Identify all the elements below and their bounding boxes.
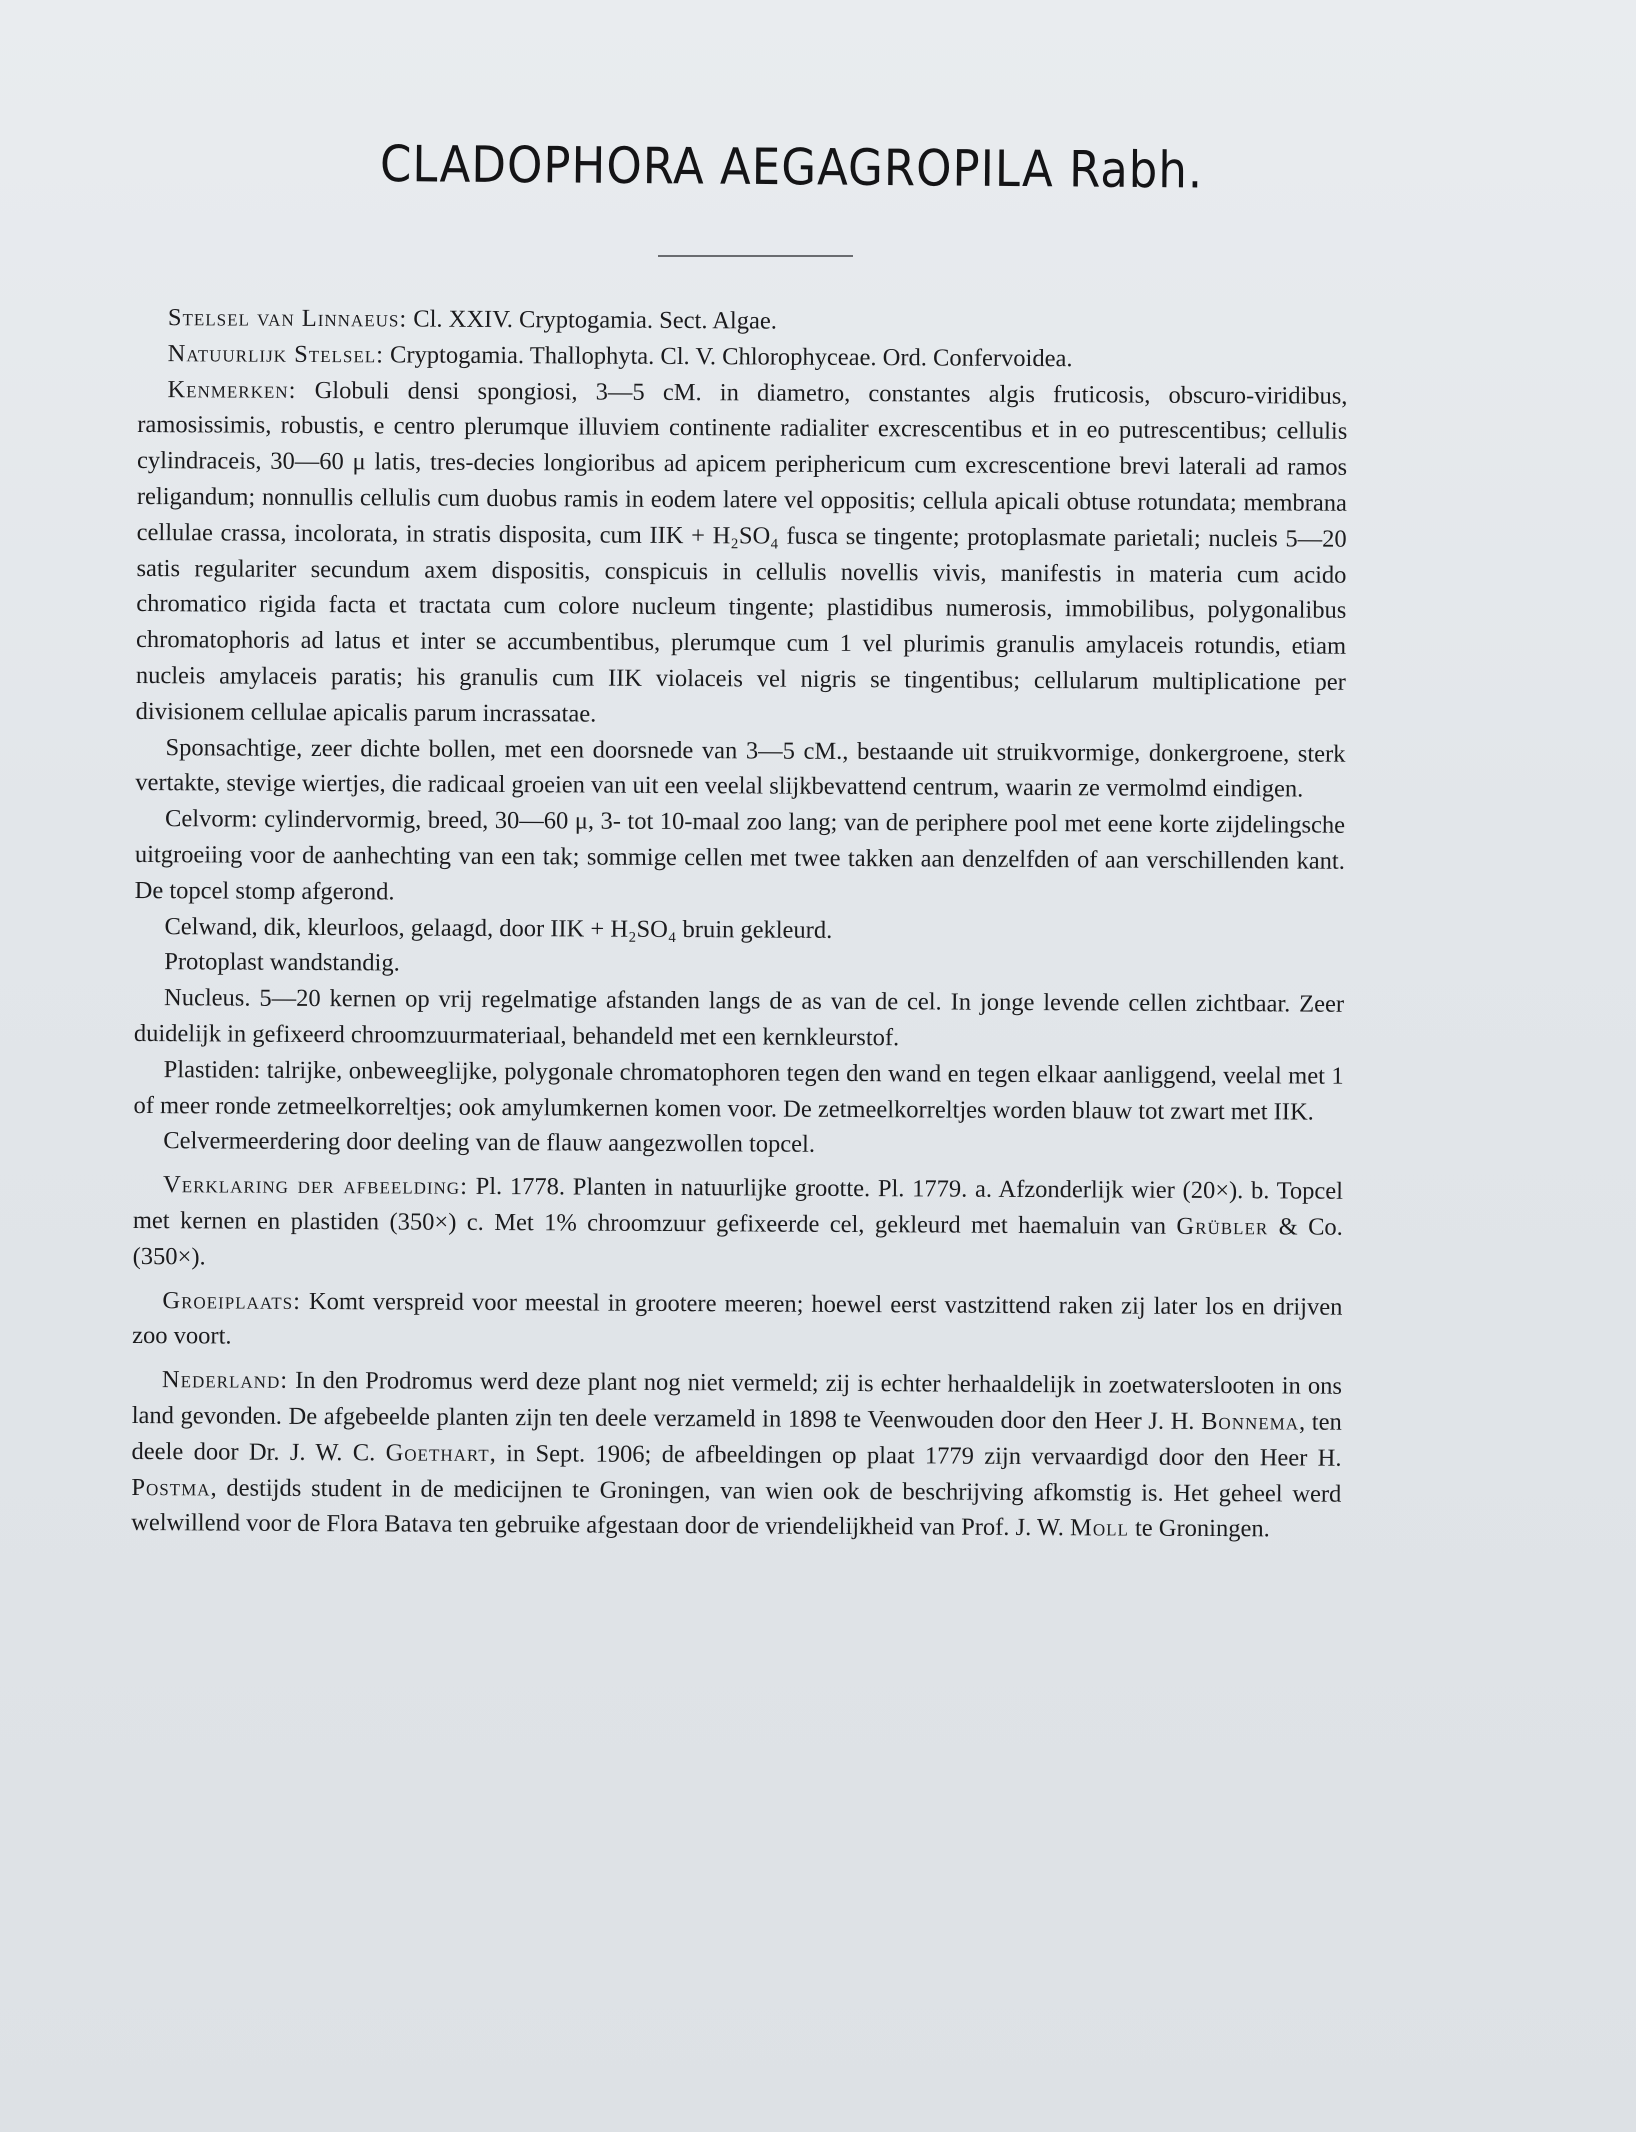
label-stelsel: Stelsel van Linnaeus: [167,304,408,333]
text-verklaring-b: & Co. (350×). [132,1213,1343,1271]
label-natuurlijk: Natuurlijk Stelsel: [167,339,385,369]
text-nederland-a: In den Prodromus werd deze plant nog niet vermeld; zij is echter herhaaldelijk in zoetwaterslooten in ons land gevonden. De afgebeelde planten zijn ten deele verzameld in 1898 te Veenwouden door den Heer J. H. [131,1366,1343,1435]
label-groeiplaats: Groeiplaats: [162,1286,302,1315]
text-natuurlijk: Cryptogamia. Thallophyta. Cl. V. Chlorophyceae. Ord. Confervoidea. [383,341,1073,373]
text-verklaring-a: Pl. 1778. Planten in natuurlijke grootte. Pl. 1779. a. Afzonderlijk wier (20×). b. Topcel met kernen en plastiden (350×) c. Met 1% chroomzuur gefixeerde cel, gekleurd met haemaluin van [132,1172,1344,1240]
name-grubler: Grübler [1176,1212,1269,1241]
paragraph-celwand: Celwand, dik, kleurloos, gelaagd, door IIK + H₂SO₄ bruin gekleurd. [164,912,833,944]
paragraph-nucleus: Nucleus. 5—20 kernen op vrij regelmatige afstanden langs de as van de cel. In jonge levende cellen zichtbaar. Zeer duidelijk in gefixeerd chroomzuurmateriaal, behandeld met een kernkleurstof. [133,984,1345,1052]
text-stelsel: Cl. XXIV. Cryptogamia. Sect. Algae. [407,305,777,335]
title-divider [658,255,853,257]
text-kenmerken: Globuli densi spongiosi, 3—5 cM. in diametro, constantes algis fruticosis, obscuro-viridibus, ramosissimis, robustis, e centro plerumque illuviem continente radialiter excrescentibus et in eo putrescentibus; cellulis cylindraceis, 30—60 μ latis, tres-decies longioribus ad apicem periphericum cum excrescentione brevi laterali ad ramos religandum; nonnullis cellulis cum duobus ramis in eodem latere vel oppositis; cellula apicali obtuse rotundata; membrana cellulae crassa, incolorata, in stratis disposita, cum IIK + H₂SO₄ fusca se tingente; protoplasmate parietali; nucleis 5—20 satis regulariter secundum axem dispositis, conspicuis in cellulis novellis vivis, manifestis in materia cum acido chromatico rigida facta et tractata cum colore nucleum tingente; plastidibus numerosis, immobilibus, polygonalibus chromatophoris ad latus et inter se accumbentibus, plerumque cum 1 vel plurimis granulis amylaceis rotundis, etiam nucleis amylaceis paratis; his granulis cum IIK violaceis vel nigris se tingentibus; cellularum multiplicatione per divisionem cellulae apicalis parum incrassatae. [135,376,1348,728]
paragraph-protoplast: Protoplast wandstandig. [164,948,400,977]
paragraph-plastiden: Plastiden: talrijke, onbeweeglijke, polygonale chromatophoren tegen den wand en tegen elkaar aanliggend, veelal met 1 of meer ronde zetmeelkorreltjes; ook amylumkernen komen voor. De zetmeelkorreltjes worden blauw tot zwart met IIK. [133,1055,1344,1126]
name-postma: Postma [131,1473,211,1501]
paragraph-groeiplaats [132,1283,1342,1361]
paragraph-celvorm: Celvorm: cylindervormig, breed, 30—60 μ, 3- tot 10-maal zoo lang; van de periphere pool met eene korte zijdelingsche uitgroeiing voor de aanhechting van een tak; sommige cellen met twee takken aan denzelfden of aan verschillenden kant. De topcel stomp afgerond. [134,805,1346,906]
name-moll: Moll [1070,1514,1129,1542]
paragraph-celvermeerdering: Celvermeerdering door deeling van de flauw aangezwollen topcel. [163,1127,816,1159]
paragraph-kenmerken [136,372,1348,737]
label-nederland: Nederland: [161,1366,289,1394]
text-nederland-b: , ten deele door Dr. J. W. C. [131,1408,1342,1467]
page-title: CLADOPHORA AEGAGROPILA Rabh. [379,135,1204,200]
paragraph-nederland [131,1362,1342,1548]
name-goethart: Goethart [385,1439,490,1467]
paragraph-natuurlijk [138,336,1348,379]
text-nederland-e: te Groningen. [1128,1514,1270,1543]
label-kenmerken: Kenmerken: [167,375,297,404]
label-verklaring: Verklaring der afbeelding: [162,1171,469,1200]
text-nederland-c: , in Sept. 1906; de afbeeldingen op plaat 1779 zijn vervaardigd door den Heer H. [489,1439,1342,1472]
text-nederland-d: , destijds student in de medicijnen te Groningen, van wien ook de beschrijving afkomstig is. Het geheel werd welwillend voor de Flora Batava ten gebruike afgestaan door de vriendelijkheid van Prof. J. W. [131,1473,1342,1542]
text-groeiplaats: Komt verspreid voor meestal in grootere meeren; hoewel eerst vastzittend raken zij later los en drijven zoo voort. [132,1287,1343,1350]
document-body [131,300,1348,1548]
name-bonnema: Bonnema [1201,1407,1300,1436]
paragraph-verklaring [133,1167,1344,1281]
paragraph-sponsachtige: Sponsachtige, zeer dichte bollen, met een doorsnede van 3—5 cM., bestaande uit struikvormige, donkergroene, sterk vertakte, stevige wiertjes, die radicaal groeien van uit een veelal slijkbevattend centrum, waarin ze vermolmd eindigen. [135,733,1346,803]
